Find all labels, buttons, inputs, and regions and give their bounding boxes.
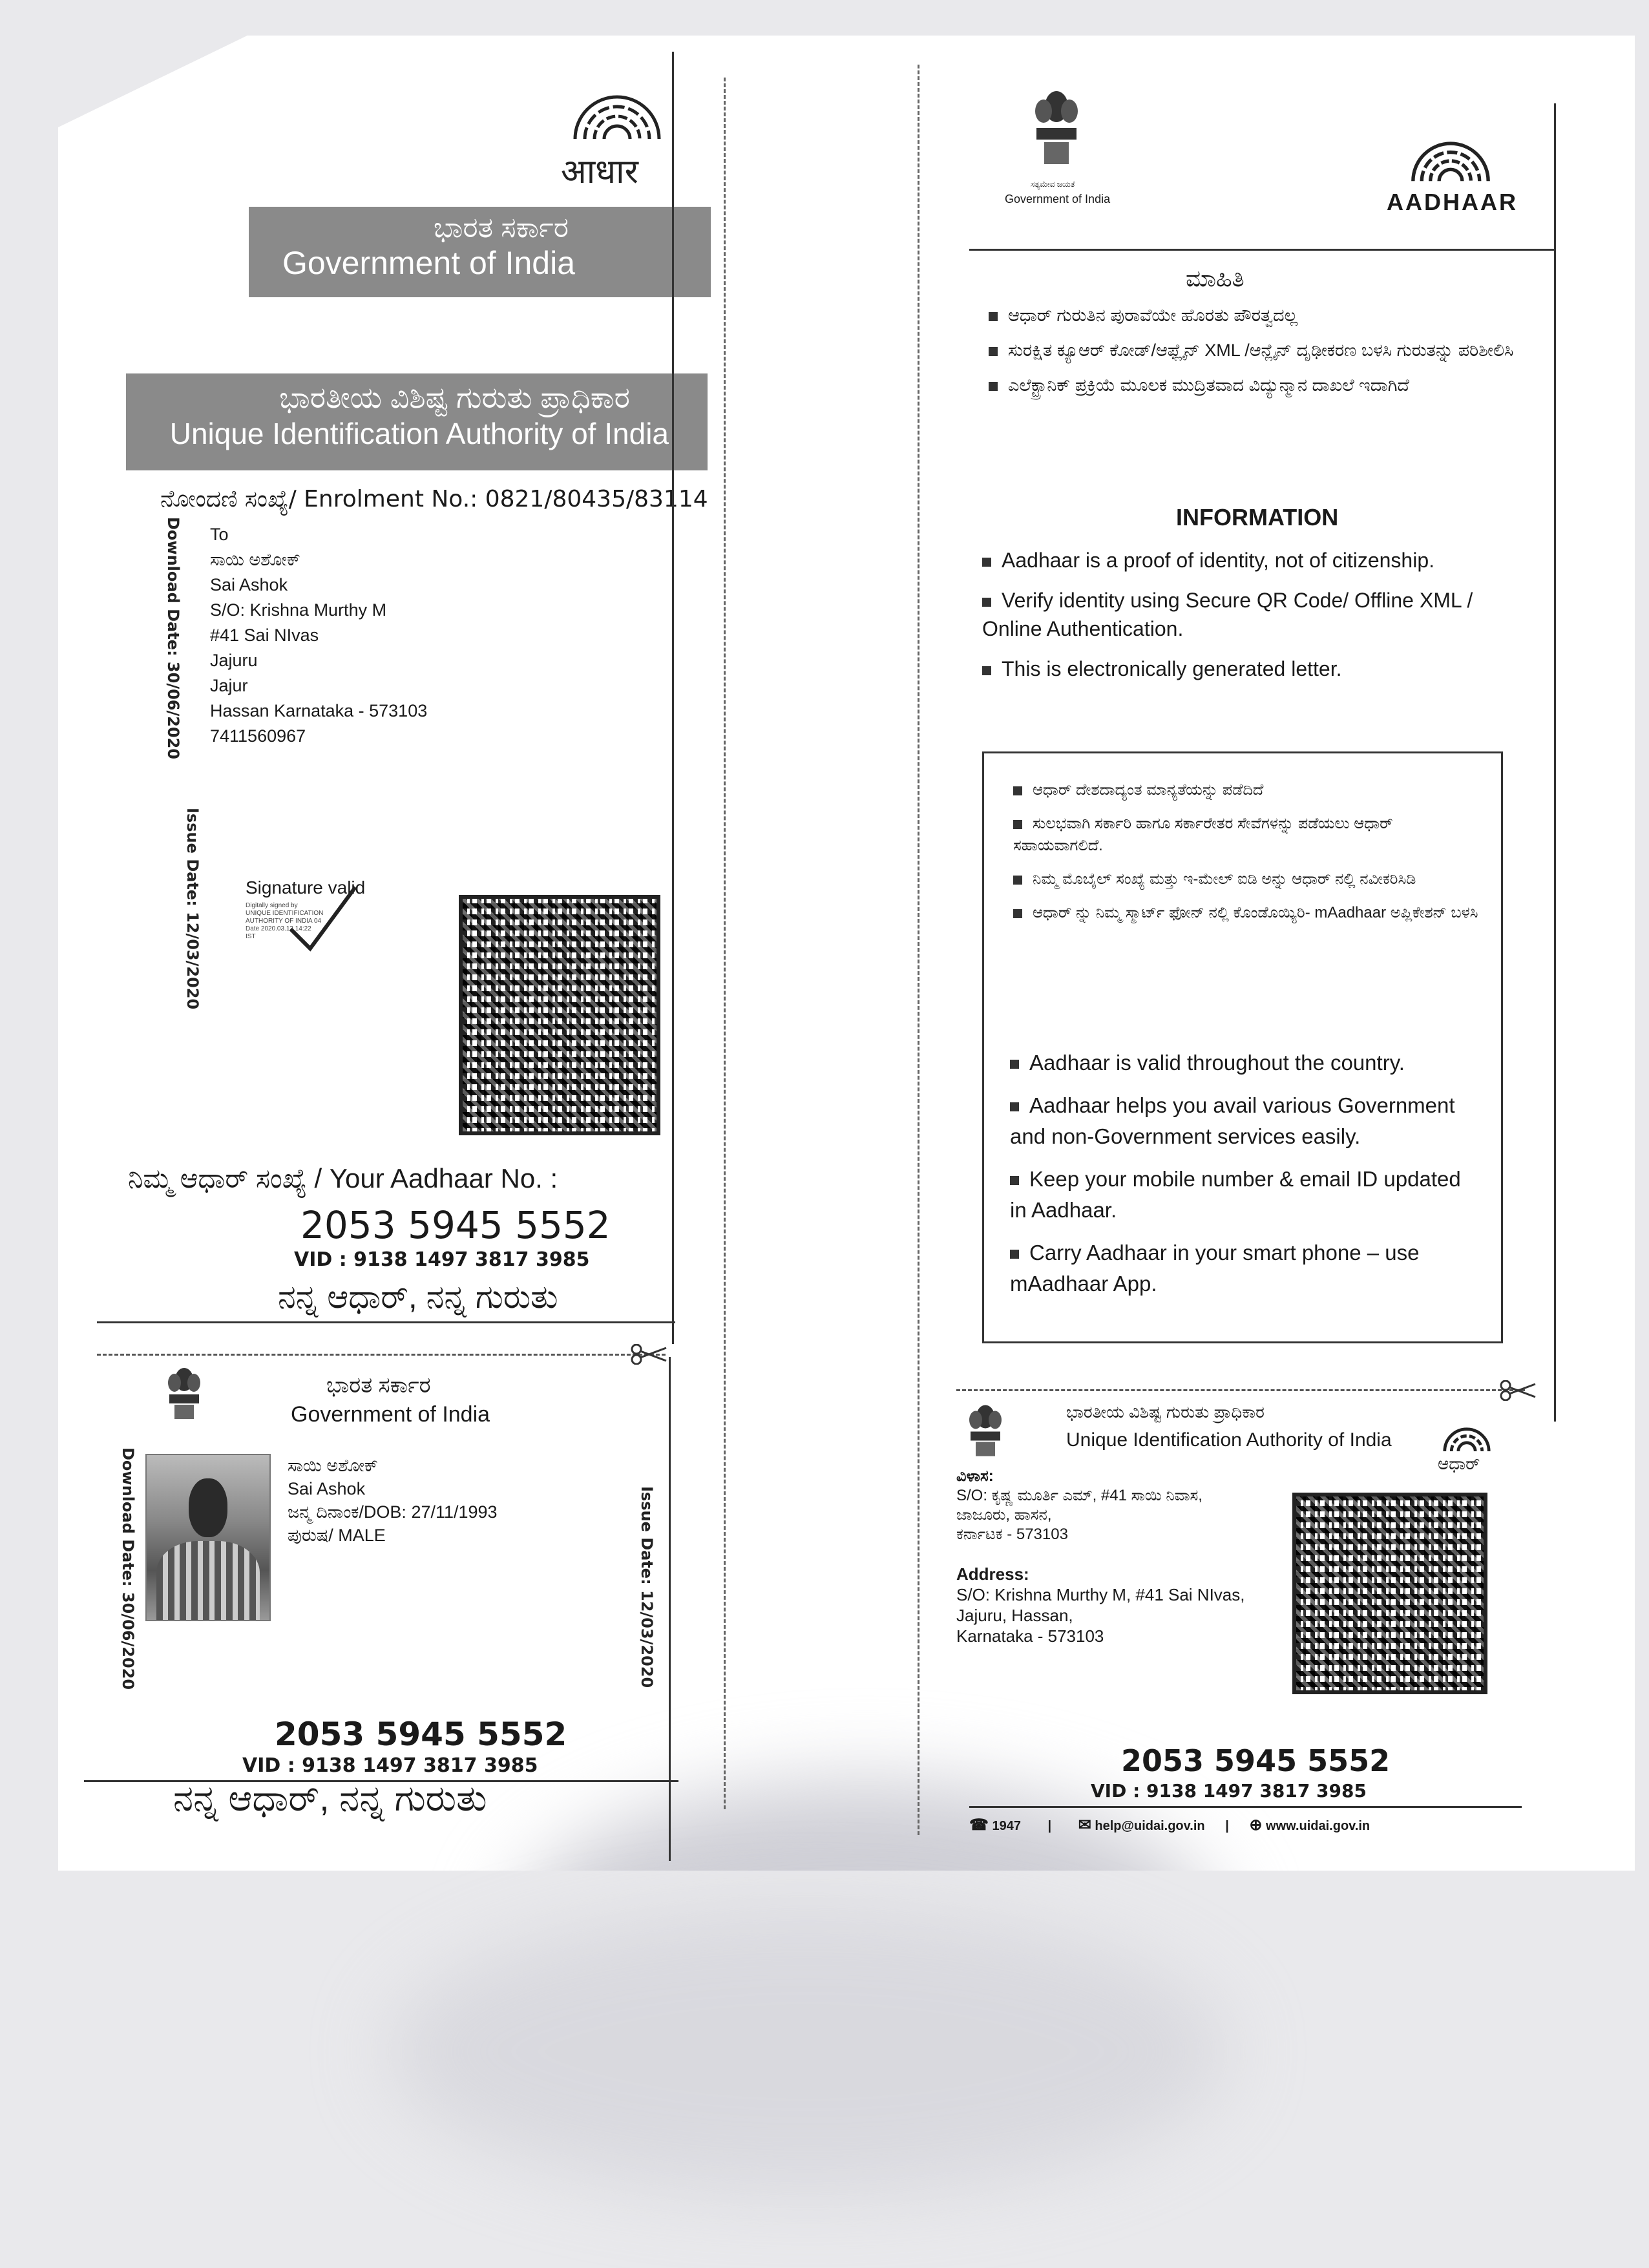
- your-aadhaar-no-label: ನಿಮ್ಮ ಆಧಾರ್ ಸಂಖ್ಯೆ / Your Aadhaar No. :: [128, 1163, 558, 1193]
- address-line: #41 Sai NIvas: [210, 625, 319, 645]
- emblem-caption: Government of India: [1005, 193, 1111, 205]
- address-line: Sai Ashok: [210, 575, 288, 594]
- help-email: help@uidai.gov.in: [1095, 1819, 1205, 1833]
- list-item: This is electronically generated letter.: [982, 655, 1538, 683]
- bullet-icon: [982, 558, 991, 567]
- footer-contacts: ☎ 1947 | ✉ help@uidai.gov.in | ⊕ www.uidai.gov.in: [969, 1816, 1371, 1834]
- address-line: ಸಾಯಿ ಅಶೋಕ್: [210, 550, 300, 569]
- info-english-title: INFORMATION: [1176, 504, 1339, 530]
- gov-kannada: ಭಾರತ ಸರ್ಕಾರ: [326, 1373, 431, 1398]
- info-kannada-title: ಮಾಹಿತಿ: [1186, 265, 1245, 291]
- aadhaar-logo-text: AADHAAR: [1387, 189, 1518, 215]
- list-item: ಆಧಾರ್ ದೇಶದಾದ್ಯಂತ ಮಾನ್ಯತೆಯನ್ನು ಪಡೆದಿದೆ: [1013, 779, 1478, 801]
- national-emblem-icon: [1027, 84, 1086, 178]
- website: www.uidai.gov.in: [1266, 1819, 1371, 1833]
- recipient-address: [210, 522, 427, 749]
- address-line: Jajuru: [210, 651, 258, 670]
- list-item: ಆಧಾರ್ ನ್ನು ನಿಮ್ಮ ಸ್ಮಾರ್ಟ್ ಫೋನ್ ನಲ್ಲಿ ಕೊಂಡೊಯ್ಯಿರಿ- mAadhaar ಅಪ್ಲಿಕೇಶನ್ ಬಳಸಿ: [1013, 902, 1478, 924]
- uidai-english: Unique Identification Authority of India: [169, 417, 669, 450]
- signature-fine-print: IST: [246, 933, 256, 940]
- list-item: ಸುಲಭವಾಗಿ ಸರ್ಕಾರಿ ಹಾಗೂ ಸರ್ಕಾರೇತರ ಸೇವೆಗಳನ್ನು ಪಡೆಯಲು ಆಧಾರ್ ಸಹಾಯವಾಗಲಿದೆ.: [1013, 815, 1393, 854]
- issue-date-vertical: Issue Date: 12/03/2020: [184, 808, 202, 1010]
- uidai-kannada: ಭಾರತೀಯ ವಿಶಿಷ್ಟ ಗುರುತು ಪ್ರಾಧಿಕಾರ: [279, 381, 630, 414]
- issue-date-vertical: Issue Date: 12/03/2020: [638, 1486, 656, 1688]
- list-item: ಸುರಕ್ಷಿತ ಕ್ಯೂಆರ್ ಕೋಡ್/ಆಫ್ಲೈನ್ XML /ಆನ್ಲೈನ್ ದೃಢೀಕರಣ ಬಳಸಿ ಗುರುತನ್ನು ಪರಿಶೀಲಿಸಿ: [989, 339, 1518, 362]
- address-line: S/O: ಕೃಷ್ಣ ಮೂರ್ತಿ ಎಮ್, #41 ಸಾಯಿ ನಿವಾಸ,: [956, 1487, 1203, 1504]
- vid-number: VID : 9138 1497 3817 3985: [294, 1248, 590, 1271]
- left-aadhaar-card: [0, 1357, 724, 1829]
- list-item: ಎಲೆಕ್ಟ್ರಾನಿಕ್ ಪ್ರಕ್ರಿಯೆ ಮೂಲಕ ಮುದ್ರಿತವಾದ ವಿದ್ಯುನ್ಮಾನ ದಾಖಲೆ ಇದಾಗಿದೆ: [989, 373, 1518, 397]
- globe-icon: ⊕: [1249, 1816, 1263, 1834]
- address-line: Karnataka - 573103: [956, 1626, 1104, 1646]
- qr-code: [1292, 1493, 1487, 1694]
- vid-number: VID : 9138 1497 3817 3985: [242, 1754, 538, 1777]
- aadhaar-number: 2053 5945 5552: [300, 1203, 611, 1247]
- download-date-vertical: Download Date: 30/06/2020: [119, 1447, 137, 1690]
- holder-dob: ಜನ್ಮ ದಿನಾಂಕ/DOB: 27/11/1993: [288, 1502, 498, 1522]
- info-box: [982, 751, 1503, 1343]
- national-emblem-icon: [963, 1399, 1008, 1464]
- list-item: Carry Aadhaar in your smart phone – use mAadhaar App.: [1010, 1241, 1420, 1296]
- holder-name: Sai Ashok: [288, 1479, 366, 1498]
- aadhaar-number: 2053 5945 5552: [1121, 1743, 1391, 1778]
- address-line: S/O: Krishna Murthy M: [210, 600, 387, 620]
- qr-code: [459, 895, 660, 1135]
- aadhaar-logo-text: आधार: [561, 152, 638, 191]
- signature-valid-label: Signature valid: [246, 877, 366, 898]
- enrolment-number: ನೋಂದಣಿ ಸಂಖ್ಯೆ/ Enrolment No.: 0821/80435/83114: [160, 486, 708, 512]
- gov-kannada: ಭಾರತ ಸರ್ಕಾರ: [433, 212, 569, 244]
- address-english: [956, 1564, 1245, 1646]
- tagline: ನನ್ನ ಆಧಾರ್, ನನ್ನ ಗುರುತು: [278, 1279, 558, 1315]
- uidai-kannada: ಭಾರತೀಯ ವಿಶಿಷ್ಟ ಗುರುತು ಪ್ರಾಧಿಕಾರ: [1066, 1402, 1265, 1422]
- holder-name-kannada: ಸಾಯಿ ಅಶೋಕ್: [288, 1456, 378, 1475]
- aadhaar-fingerprint-logo-icon: [1396, 113, 1506, 197]
- cut-line: [97, 1354, 666, 1356]
- address-line: ಕರ್ನಾಟಕ - 573103: [956, 1526, 1068, 1543]
- signature-block: [246, 877, 414, 941]
- aadhaar-number: 2053 5945 5552: [275, 1716, 567, 1753]
- national-emblem-icon: [162, 1363, 207, 1425]
- address-line: 7411560967: [210, 726, 306, 746]
- info-english-list: [982, 546, 1538, 695]
- address-line: Jajuru, Hassan,: [956, 1606, 1073, 1625]
- right-aadhaar-card: [918, 1370, 1564, 1861]
- bullet-icon: [1010, 1102, 1019, 1111]
- address-line: Jajur: [210, 676, 248, 695]
- tagline: ನನ್ನ ಆಧಾರ್, ನನ್ನ ಗುರುತು: [173, 1778, 487, 1818]
- list-item: Verify identity using Secure QR Code/ Offline XML / Online Authentication.: [982, 589, 1473, 640]
- list-item: Aadhaar is a proof of identity, not of citizenship.: [982, 546, 1538, 574]
- bullet-icon: [1013, 876, 1022, 885]
- signature-fine-print: Date 2020.03.13 14:22: [246, 925, 311, 932]
- government-banner: [249, 207, 711, 297]
- address-english-label: Address:: [956, 1564, 1029, 1584]
- list-item: Aadhaar helps you avail various Government and non-Government services easily.: [1010, 1093, 1455, 1148]
- scan-smudge: [388, 1906, 1228, 2197]
- list-item: ಆಧಾರ್ ಗುರುತಿನ ಪುರಾವೆಯೇ ಹೊರತು ಪೌರತ್ವದಲ್ಲ: [989, 304, 1518, 327]
- address-kannada-label: ವಿಳಾಸ:: [956, 1467, 994, 1485]
- email-icon: ✉: [1078, 1816, 1091, 1834]
- bullet-icon: [989, 347, 998, 356]
- emblem-motto: ಸತ್ಯಮೇವ ಜಯತೆ: [1031, 180, 1075, 189]
- bullet-icon: [982, 598, 991, 607]
- bullet-icon: [1010, 1250, 1019, 1259]
- list-item: Aadhaar is valid throughout the country.: [1010, 1047, 1482, 1078]
- bullet-icon: [1010, 1060, 1019, 1069]
- uidai-banner: [126, 373, 708, 470]
- helpline-number: 1947: [992, 1819, 1021, 1833]
- scissors-icon: [1499, 1380, 1538, 1401]
- aadhaar-logo-text: ಆಧಾರ್: [1438, 1454, 1480, 1473]
- holder-gender: ಪುರುಷ/ MALE: [288, 1526, 386, 1545]
- bullet-icon: [1013, 909, 1022, 918]
- address-line: To: [210, 525, 229, 544]
- phone-icon: ☎: [969, 1816, 989, 1834]
- uidai-english: Unique Identification Authority of India: [1066, 1429, 1392, 1451]
- info-kannada-list: [989, 304, 1518, 408]
- bullet-icon: [989, 382, 998, 391]
- address-line: ಜಾಜೂರು, ಹಾಸನ,: [956, 1506, 1052, 1524]
- vid-number: VID : 9138 1497 3817 3985: [1091, 1780, 1367, 1801]
- cut-line: [956, 1389, 1525, 1391]
- bullet-icon: [1013, 786, 1022, 795]
- signature-fine-print: Digitally signed by: [246, 902, 298, 909]
- holder-details: [288, 1454, 498, 1547]
- list-item: ನಿಮ್ಮ ಮೊಬೈಲ್ ಸಂಖ್ಯೆ ಮತ್ತು ಇ-ಮೇಲ್ ಐಡಿ ಅನ್ನು ಆಧಾರ್ ನಲ್ಲಿ ನವೀಕರಿಸಿಡಿ: [1013, 868, 1478, 890]
- right-letter: [918, 65, 1564, 1357]
- bullet-icon: [1010, 1176, 1019, 1185]
- gov-english: Government of India: [291, 1402, 490, 1427]
- bullet-icon: [982, 666, 991, 675]
- signature-fine-print: UNIQUE IDENTIFICATION: [246, 910, 324, 917]
- download-date-vertical: Download Date: 30/06/2020: [164, 517, 182, 760]
- list-item: Keep your mobile number & email ID updated in Aadhaar.: [1010, 1167, 1461, 1222]
- bullet-icon: [989, 312, 998, 321]
- address-line: S/O: Krishna Murthy M, #41 Sai NIvas,: [956, 1585, 1245, 1604]
- signature-check-icon: [284, 884, 362, 955]
- address-line: Hassan Karnataka - 573103: [210, 701, 428, 720]
- bullet-icon: [1013, 820, 1022, 829]
- address-kannada: [956, 1467, 1203, 1544]
- fold-line: [724, 78, 726, 1809]
- aadhaar-fingerprint-logo-icon: [1434, 1410, 1499, 1455]
- holder-photo: [145, 1454, 271, 1621]
- signature-fine-print: AUTHORITY OF INDIA 04: [246, 918, 322, 925]
- gov-english: Government of India: [282, 245, 575, 281]
